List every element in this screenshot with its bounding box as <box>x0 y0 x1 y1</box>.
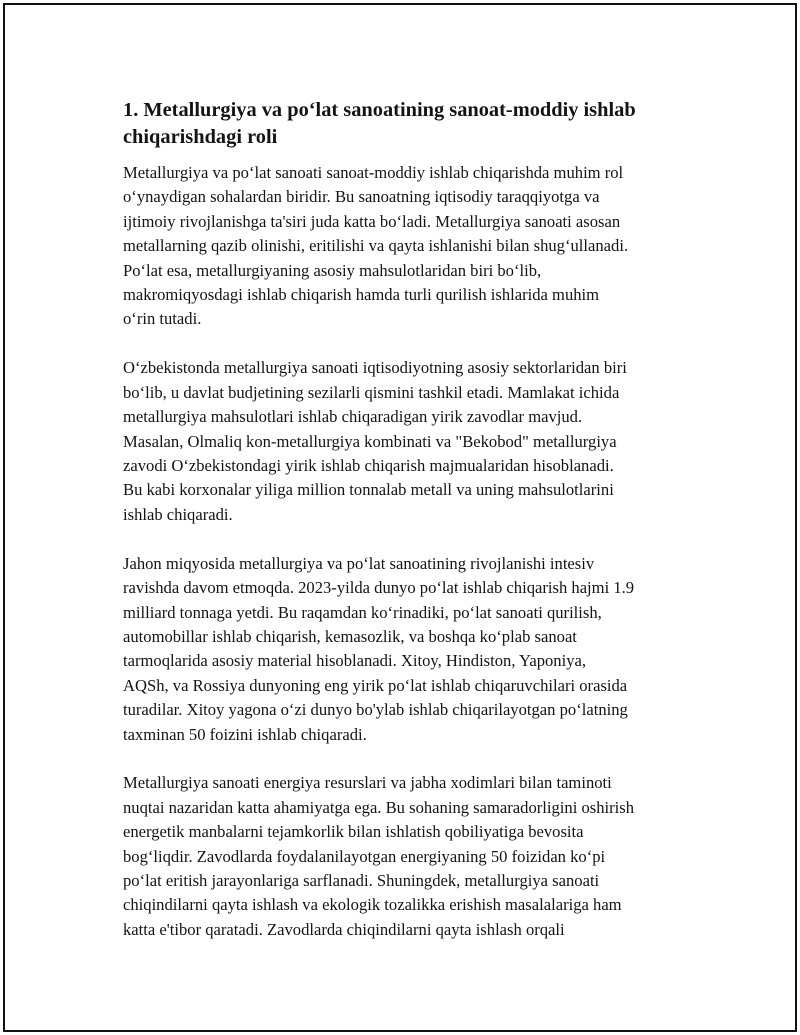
text-line: bo‘lib, u davlat budjetining sezilarli qismini tashkil etadi. Mamlakat ichida <box>123 382 620 402</box>
text-line: tarmoqlarida asosiy material hisoblanadi. Xitoy, Hindiston, Yaponiya, <box>123 651 587 671</box>
text-line: zavodi O‘zbekistondagi yirik ishlab chiqarish majmualaridan hisoblanadi. <box>123 455 614 475</box>
heading-line: 1. Metallurgiya va po‘lat sanoatining sanoat-moddiy ishlab <box>123 99 636 121</box>
text-line: AQSh, va Rossiya dunyoning eng yirik po‘lat ishlab chiqaruvchilari orasida <box>123 675 628 695</box>
paragraph-4 <box>123 771 703 942</box>
text-line: milliard tonnaga yetdi. Bu raqamdan ko‘rinadiki, po‘lat sanoati qurilish, <box>123 602 602 622</box>
document-body <box>123 97 703 967</box>
text-line: makromiqyosdagi ishlab chiqarish hamda turli qurilish ishlarida muhim <box>123 285 600 305</box>
text-line: chiqindilarni qayta ishlash va ekologik tozalikka erishish masalalariga ham <box>123 895 622 915</box>
text-line: taxminan 50 foizini ishlab chiqaradi. <box>123 724 367 744</box>
text-line: nuqtai nazaridan katta ahamiyatga ega. Bu sohaning samaradorligini oshirish <box>123 797 635 817</box>
text-line: ravishda davom etmoqda. 2023-yilda dunyo po‘lat ishlab chiqarish hajmi 1.9 <box>123 578 635 598</box>
text-line: O‘zbekistonda metallurgiya sanoati iqtisodiyotning asosiy sektorlaridan biri <box>123 358 627 378</box>
paragraph-3 <box>123 552 703 747</box>
text-line: Jahon miqyosida metallurgiya va po‘lat sanoatining rivojlanishi intesiv <box>123 553 595 573</box>
paragraph-1 <box>123 161 703 332</box>
paragraph-2 <box>123 356 703 527</box>
text-line: energetik manbalarni tejamkorlik bilan ishlatish qobiliyatiga bevosita <box>123 822 584 842</box>
text-line: metallurgiya mahsulotlari ishlab chiqaradigan yirik zavodlar mavjud. <box>123 407 583 427</box>
text-line: metallarning qazib olinishi, eritilishi va qayta ishlanishi bilan shug‘ullanadi. <box>123 236 629 256</box>
text-line: po‘lat eritish jarayonlariga sarflanadi. Shuningdek, metallurgiya sanoati <box>123 871 600 891</box>
text-line: Masalan, Olmaliq kon-metallurgiya kombinati va "Bekobod" metallurgiya <box>123 431 617 451</box>
text-line: ishlab chiqaradi. <box>123 504 233 524</box>
text-line: o‘ynaydigan sohalardan biridir. Bu sanoatning iqtisodiy taraqqiyotga va <box>123 187 600 207</box>
text-line: Metallurgiya va po‘lat sanoati sanoat-moddiy ishlab chiqarishda muhim rol <box>123 163 624 182</box>
text-line: automobillar ishlab chiqarish, kemasozlik, va boshqa ko‘plab sanoat <box>123 626 577 646</box>
text-line: o‘rin tutadi. <box>123 309 202 329</box>
text-line: katta e'tibor qaratadi. Zavodlarda chiqindilarni qayta ishlash orqali <box>123 919 565 939</box>
page-frame <box>3 3 797 1032</box>
heading-line: chiqarishdagi roli <box>123 126 278 148</box>
text-line: Metallurgiya sanoati energiya resurslari va jabha xodimlari bilan taminoti <box>123 773 612 793</box>
text-line: turadilar. Xitoy yagona o‘zi dunyo bo'ylab ishlab chiqarilayotgan po‘latning <box>123 700 628 720</box>
section-heading <box>123 97 703 151</box>
text-line: bog‘liqdir. Zavodlarda foydalanilayotgan energiyaning 50 foizidan ko‘pi <box>123 846 606 866</box>
text-line: Po‘lat esa, metallurgiyaning asosiy mahsulotlaridan biri bo‘lib, <box>123 260 542 280</box>
text-line: Bu kabi korxonalar yiliga million tonnalab metall va uning mahsulotlarini <box>123 480 614 500</box>
text-line: ijtimoiy rivojlanishga ta'siri juda katta bo‘ladi. Metallurgiya sanoati asosan <box>123 211 621 231</box>
